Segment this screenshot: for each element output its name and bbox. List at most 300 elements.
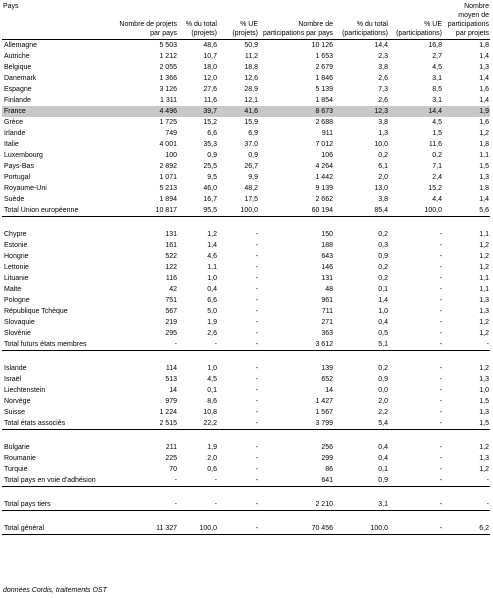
table-cell: - [443,475,490,487]
table-cell: 1,2 [479,444,489,451]
table-row [2,328,490,339]
table-cell: - [439,286,442,293]
row-label: Autriche [4,53,30,60]
table-cell: 0,4 [378,455,388,462]
table-cell: 1,5 [479,398,489,405]
table-cell: 28,9 [244,86,258,93]
table-cell: 8,6 [207,398,217,405]
table-cell: - [255,398,258,405]
row-label: Espagne [4,86,32,93]
table-cell: 70 [169,466,177,473]
table-cell: - [255,242,258,249]
header-pct-ue-projects: % UE (projets) [218,0,259,40]
table-row [2,385,490,396]
table-cell: - [255,264,258,271]
table-cell: 4 001 [159,141,177,148]
table-cell: 48,6 [203,42,217,49]
table-cell: 8 673 [259,106,334,117]
table-cell: 0,9 [378,376,388,383]
table-cell: 1,2 [479,242,489,249]
table-cell: 0,5 [378,330,388,337]
table-cell: 4,5 [432,119,442,126]
table-cell: - [114,475,178,487]
table-cell: - [439,308,442,315]
table-cell: 4 264 [315,163,333,170]
row-label: Total futurs états membres [2,339,114,351]
table-cell: - [255,231,258,238]
table-cell: 1,0 [207,365,217,372]
table-cell: 2,6 [207,330,217,337]
table-cell: 42 [169,286,177,293]
table-cell: 50,9 [244,42,258,49]
table-cell: 1,2 [479,365,489,372]
table-cell: - [439,264,442,271]
table-row [2,306,490,317]
table-cell: - [443,499,490,511]
table-cell: - [255,409,258,416]
table-cell: 711 [321,308,333,315]
table-cell: 1,3 [479,455,489,462]
table-row [2,363,490,374]
table-row [2,240,490,251]
table-cell: 1,4 [378,297,388,304]
table-cell: 522 [165,253,177,260]
table-row [2,172,490,183]
row-label: Norvège [4,398,31,405]
table-cell: 86 [325,466,333,473]
table-cell: 1,9 [443,106,490,117]
table-cell: - [389,499,443,511]
table-cell: 1,6 [479,86,489,93]
table-cell: 6,6 [207,130,217,137]
spacer-row [2,511,490,524]
table-cell: 9,5 [207,174,217,181]
table-cell: 652 [321,376,333,383]
row-label: Irlande [4,130,26,137]
table-row [2,40,490,52]
table-cell: 13,0 [374,185,388,192]
table-cell: 100,0 [218,205,259,217]
table-cell: 0,1 [378,286,388,293]
table-row [2,95,490,106]
table-row [2,161,490,172]
table-cell: - [255,286,258,293]
table-cell: 7,3 [378,86,388,93]
table-cell: 7,1 [432,163,442,170]
table-cell: 3,1 [432,75,442,82]
table-cell: 1,8 [479,42,489,49]
table-cell: 295 [165,330,177,337]
row-label: Suisse [4,409,26,416]
table-cell: 100,0 [178,523,218,535]
table-row [2,117,490,128]
table-cell: 2 892 [159,163,177,170]
table-cell: 2,0 [378,174,388,181]
table-cell: 0,2 [378,264,388,271]
table-cell: 131 [165,231,177,238]
table-cell: 1,4 [479,196,489,203]
table-cell: 1,9 [207,319,217,326]
table-row [2,284,490,295]
table-row [2,51,490,62]
table-cell: 18,8 [244,64,258,71]
table-cell: 12,1 [244,97,258,104]
table-cell: 12,3 [334,106,389,117]
table-cell: 37,0 [244,141,258,148]
table-row [2,194,490,205]
row-label: Luxembourg [4,152,43,159]
total-row [2,418,490,430]
table-cell: 10,0 [374,141,388,148]
table-cell: 14 [169,387,177,394]
table-cell: 1 442 [315,174,333,181]
table-row [2,262,490,273]
table-cell: - [218,475,259,487]
table-cell: 1,4 [479,53,489,60]
table-cell: 2 055 [159,64,177,71]
row-label: Total pays tiers [2,499,114,511]
table-cell: 211 [165,444,177,451]
table-row [2,128,490,139]
table-cell: 2 515 [114,418,178,430]
table-cell: - [255,444,258,451]
table-cell: 1,4 [207,242,217,249]
table-cell: 2,4 [432,174,442,181]
table-cell: 979 [165,398,177,405]
table-row [2,106,490,117]
table-cell: 6,6 [207,297,217,304]
table-cell: - [255,466,258,473]
header-row [2,0,490,40]
table-cell: 4 496 [114,106,178,117]
table-cell: 4,6 [207,253,217,260]
table-cell: - [255,253,258,260]
table-cell: - [439,444,442,451]
row-label: Total états associés [2,418,114,430]
table-cell: 15,9 [244,119,258,126]
grand-total-row [2,523,490,535]
table-cell: 1,1 [479,231,489,238]
table-cell: 14 [325,387,333,394]
table-cell: 1 846 [315,75,333,82]
table-cell: 1,0 [479,387,489,394]
table-cell: 749 [165,130,177,137]
row-label: Belgique [4,64,32,71]
table-body [2,40,490,535]
table-cell: 1,5 [443,418,490,430]
table-cell: 1,2 [207,231,217,238]
table-cell: - [389,339,443,351]
table-cell: 643 [321,253,333,260]
table-cell: 513 [165,376,177,383]
table-cell: 1 894 [159,196,177,203]
table-cell: 10,8 [203,409,217,416]
table-cell: - [389,475,443,487]
table-cell: 4,4 [432,196,442,203]
table-cell: 100,0 [389,205,443,217]
table-cell: 567 [165,308,177,315]
table-cell: 1 224 [159,409,177,416]
table-cell: 14,4 [374,42,388,49]
table-cell: 1 366 [159,75,177,82]
table-cell: 70 456 [259,523,334,535]
table-cell: 1,2 [479,264,489,271]
statistics-table [2,0,490,535]
table-cell: - [178,499,218,511]
table-cell: 3 799 [259,418,334,430]
table-cell: 1,2 [479,319,489,326]
table-row [2,183,490,194]
row-label: Grèce [4,119,24,126]
table-cell: 15,2 [428,185,442,192]
table-cell: 48,2 [244,185,258,192]
table-cell: 2,0 [378,398,388,405]
table-cell: 4,5 [207,376,217,383]
row-label: Slovaquie [4,319,35,326]
table-cell: 0,2 [378,275,388,282]
table-cell: 11,2 [244,53,258,60]
table-cell: 0,9 [334,475,389,487]
table-cell: 3,8 [378,119,388,126]
spacer-row [2,351,490,364]
table-cell: - [178,475,218,487]
header-projects: Nombre de projets par pays [114,0,178,40]
row-label: Total Union européenne [2,205,114,217]
table-cell: 1 653 [315,53,333,60]
table-cell: 15,2 [203,119,217,126]
table-cell: - [439,330,442,337]
table-cell: 161 [165,242,177,249]
table-cell: 27,6 [203,86,217,93]
table-cell: 1 854 [315,97,333,104]
table-cell: 114 [165,365,177,372]
table-cell: 1,3 [479,174,489,181]
total-row [2,475,490,487]
table-cell: 5 139 [315,86,333,93]
table-cell: 1,0 [207,275,217,282]
table-cell: 16,8 [428,42,442,49]
table-cell: 35,3 [203,141,217,148]
table-cell: 10 817 [114,205,178,217]
table-cell: 0,4 [378,444,388,451]
table-cell: 100 [165,152,177,159]
spacer-row [2,487,490,500]
table-cell: 41,6 [218,106,259,117]
table-row [2,73,490,84]
table-cell: 0,9 [248,152,258,159]
row-label: Pologne [4,297,30,304]
table-cell: 22,2 [178,418,218,430]
table-cell: 911 [321,130,333,137]
table-cell: 0,2 [378,365,388,372]
table-cell: 1 311 [160,97,177,104]
table-cell: - [443,339,490,351]
spacer-row [2,217,490,230]
table-cell: 2 210 [259,499,334,511]
table-cell: 139 [321,365,333,372]
table-cell: - [114,499,178,511]
table-cell: - [178,339,218,351]
table-cell: 5 503 [159,42,177,49]
table-cell: 11,6 [428,141,442,148]
table-cell: - [218,339,259,351]
table-cell: 6,2 [443,523,490,535]
table-cell: - [439,242,442,249]
table-cell: 2 662 [315,196,333,203]
table-cell: 1,9 [207,444,217,451]
row-label: Bulgarie [4,444,30,451]
table-cell: 5,6 [443,205,490,217]
table-row [2,251,490,262]
row-label: Pays-Bas [4,163,34,170]
row-label: Danemark [4,75,37,82]
table-cell: - [439,275,442,282]
table-cell: 1,5 [479,163,489,170]
table-cell: 10,7 [203,53,217,60]
table-cell: 256 [321,444,333,451]
table-cell: - [255,330,258,337]
table-cell: 39,7 [178,106,218,117]
table-cell: 5,4 [334,418,389,430]
row-label: République Tchèque [4,308,68,315]
table-cell: 1,8 [479,141,489,148]
table-cell: - [218,523,259,535]
table-cell: - [439,409,442,416]
source-note: données Cordis, traitements OST [3,587,107,594]
table-cell: 2,2 [378,409,388,416]
table-cell: 12,0 [203,75,217,82]
table-cell: 3,1 [334,499,389,511]
table-cell: 8,5 [432,86,442,93]
table-row [2,407,490,418]
table-cell: - [439,253,442,260]
table-cell: 2 679 [315,64,333,71]
row-label: Lettonie [4,264,29,271]
table-cell: 1,3 [479,376,489,383]
table-cell: 3 126 [159,86,177,93]
row-label: Slovénie [4,330,31,337]
table-row [2,62,490,73]
table-cell: 3,8 [378,196,388,203]
table-cell: 0,1 [207,387,217,394]
row-label: Suède [4,196,25,203]
table-row [2,84,490,95]
header-pct-ue-participations: % UE (participations) [389,0,443,40]
table-cell: 363 [321,330,333,337]
table-cell: 2,7 [432,53,442,60]
table-cell: 299 [321,455,333,462]
table-cell: 1,2 [479,253,489,260]
header-avg-participations: Nombre moyen de participations par projets [443,0,490,40]
table-row [2,150,490,161]
table-cell: - [255,365,258,372]
total-row [2,339,490,351]
table-cell: 150 [321,231,333,238]
table-cell: 1,2 [479,130,489,137]
table-cell: - [255,275,258,282]
table-cell: 3 612 [259,339,334,351]
row-label: Total pays en voie d'adhésion [2,475,114,487]
table-row [2,229,490,240]
table-row [2,396,490,407]
table-cell: 0,0 [378,387,388,394]
table-row [2,139,490,150]
row-label: Allemagne [4,42,38,49]
total-row [2,205,490,217]
table-cell: - [255,297,258,304]
table-cell: 1,3 [479,64,489,71]
table-row [2,295,490,306]
table-cell: 11,6 [203,97,217,104]
row-label: Islande [4,365,27,372]
table-cell: 0,2 [378,231,388,238]
table-cell: 0,4 [207,286,217,293]
table-cell: 6,1 [378,163,388,170]
table-cell: - [439,455,442,462]
table-cell: 6,9 [248,130,258,137]
row-label: Italie [4,141,19,148]
table-cell: - [255,387,258,394]
table-cell: 751 [165,297,177,304]
table-cell: 5,1 [334,339,389,351]
row-label: Malte [4,286,22,293]
table-cell: 3,8 [378,64,388,71]
table-cell: 95,5 [178,205,218,217]
row-label: Hongrie [4,253,29,260]
table-cell: 85,4 [334,205,389,217]
table-cell: 18,0 [203,64,217,71]
row-label: Israël [4,376,22,383]
table-cell: 0,2 [378,152,388,159]
row-label: Portugal [4,174,31,181]
table-cell: 641 [259,475,334,487]
table-cell: 1,8 [479,185,489,192]
table-cell: 17,5 [244,196,258,203]
table-row [2,464,490,475]
total-row [2,499,490,511]
table-cell: 0,9 [378,253,388,260]
table-cell: 1,0 [378,308,388,315]
row-label: Turquie [4,466,28,473]
table-cell: 146 [321,264,333,271]
table-cell: 131 [321,275,333,282]
header-pct-total-projects: % du total (projets) [178,0,218,40]
table-row [2,317,490,328]
table-cell: 2,3 [378,53,388,60]
table-row [2,273,490,284]
table-cell: 1 212 [159,53,177,60]
table-cell: 7 012 [315,141,333,148]
row-label: Estonie [4,242,28,249]
header-participations: Nombre de participations par pays [259,0,334,40]
table-cell: - [439,387,442,394]
table-cell: - [439,398,442,405]
table-cell: 46,0 [203,185,217,192]
row-label: Roumanie [4,455,36,462]
table-cell: 0,3 [378,242,388,249]
row-label: Royaume-Uni [4,185,47,192]
table-cell: 1,1 [479,152,489,159]
table-cell: 1,3 [479,409,489,416]
table-cell: - [439,231,442,238]
table-cell: 225 [165,455,177,462]
table-cell: 1,5 [432,130,442,137]
table-cell: - [255,376,258,383]
table-cell: 100,0 [334,523,389,535]
table-cell: - [218,418,259,430]
table-cell: 9 139 [315,185,333,192]
table-cell: 0,9 [207,152,217,159]
